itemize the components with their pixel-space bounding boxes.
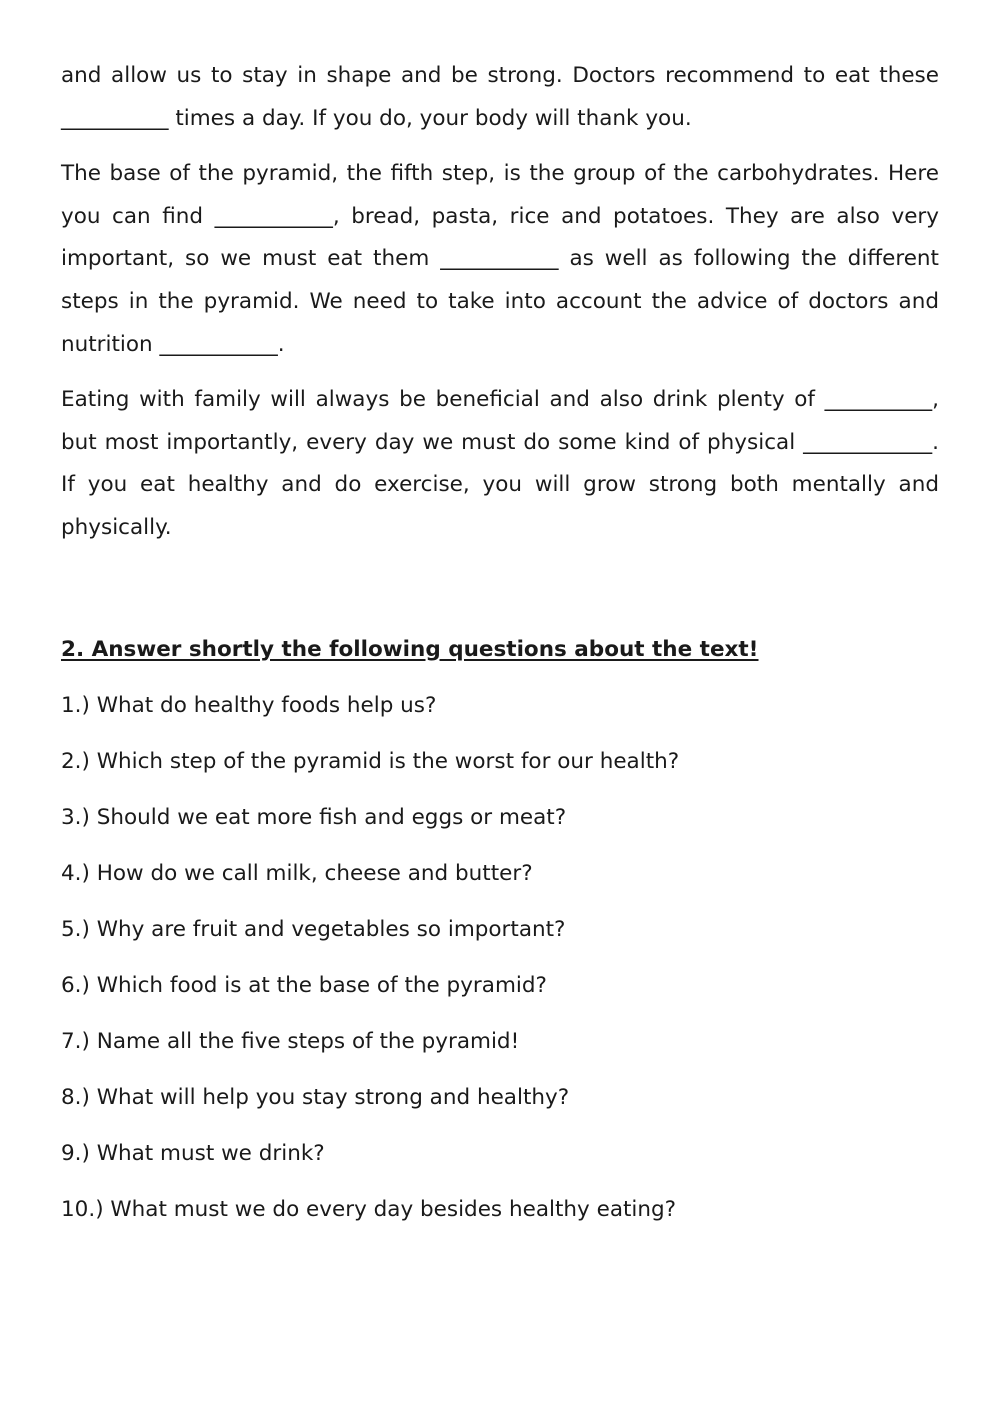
paragraph-3: Eating with family will always be beneficial and also drink plenty of __________, but most importantly, every day we must do some kind of physical ____________. If you eat healthy and do exercise, you will grow strong both mentally and physically. (61, 387, 939, 540)
paragraph-2: The base of the pyramid, the fifth step, is the group of the carbohydrates. Here you can find ___________, bread, pasta, rice and potatoes. They are also very important, so we must eat them ___________ as well as following the different steps in the pyramid. We need to take into account the advice of doctors and nutrition ___________. (61, 161, 939, 357)
question-item: 5.) Why are fruit and vegetables so important? (61, 916, 566, 942)
reading-text (61, 55, 939, 550)
exercise-title: 2. Answer shortly the following questions about the text! (61, 636, 759, 662)
question-item: 2.) Which step of the pyramid is the worst for our health? (61, 748, 680, 774)
question-item: 1.) What do healthy foods help us? (61, 692, 437, 718)
paragraph-1: and allow us to stay in shape and be strong. Doctors recommend to eat these __________ times a day. If you do, your body will thank you. (61, 63, 939, 131)
question-item: 7.) Name all the five steps of the pyramid! (61, 1028, 520, 1054)
exercise-2 (61, 634, 939, 1226)
question-list (61, 690, 939, 1226)
question-item: 9.) What must we drink? (61, 1140, 325, 1166)
question-item: 10.) What must we do every day besides healthy eating? (61, 1196, 677, 1222)
question-item: 3.) Should we eat more fish and eggs or meat? (61, 804, 567, 830)
worksheet-page (61, 55, 939, 1250)
question-item: 8.) What will help you stay strong and healthy? (61, 1084, 570, 1110)
question-item: 4.) How do we call milk, cheese and butter? (61, 860, 533, 886)
question-item: 6.) Which food is at the base of the pyramid? (61, 972, 547, 998)
